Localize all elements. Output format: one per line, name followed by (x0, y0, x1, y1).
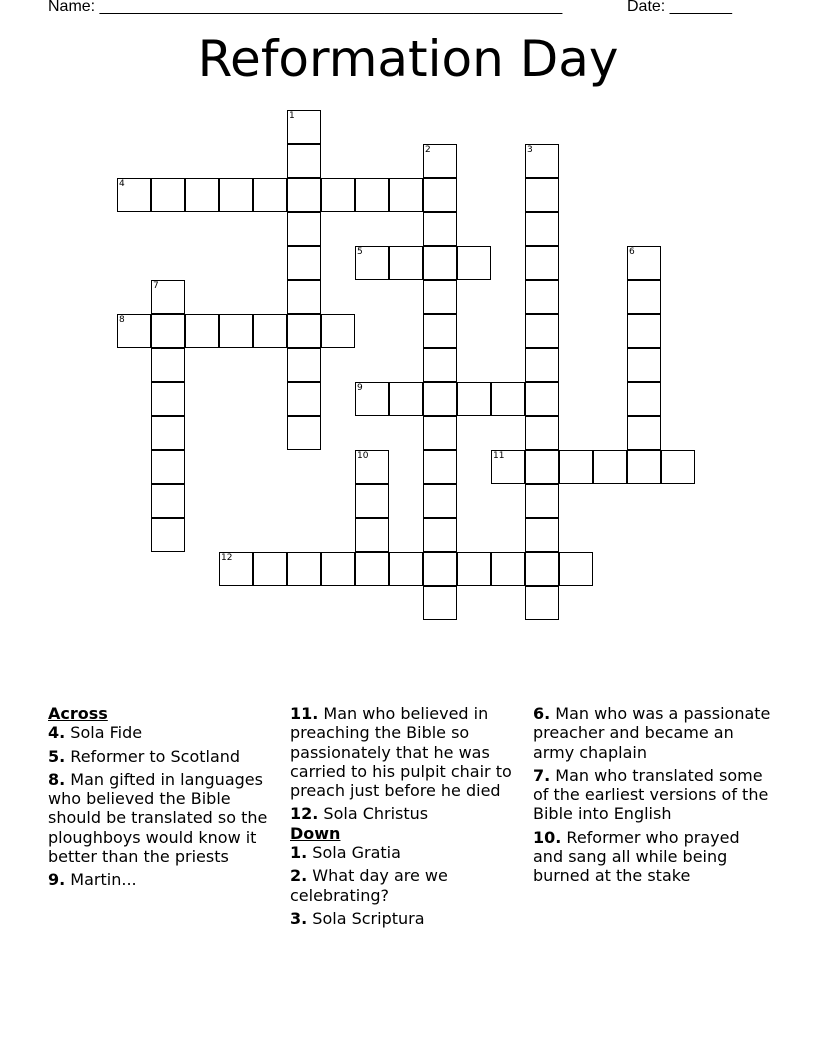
grid-cell[interactable] (491, 552, 525, 586)
grid-cell[interactable] (457, 246, 491, 280)
grid-cell[interactable] (423, 552, 457, 586)
clue-across-12: 12. Sola Christus (290, 804, 429, 824)
grid-cell[interactable] (457, 382, 491, 416)
page-title: Reformation Day (197, 30, 619, 88)
grid-cell[interactable] (151, 416, 185, 450)
clue-across-8: 8. Man gifted in languages who believed the Bible should be translated so the ploughboys would know it better than the priests (48, 769, 268, 867)
grid-cell[interactable] (525, 552, 559, 586)
clue-column-3 (533, 704, 773, 890)
clue-across-9: 9. Martin... (48, 870, 137, 890)
grid-cell[interactable] (525, 280, 559, 314)
grid-cell[interactable] (219, 314, 253, 348)
grid-cell[interactable] (287, 178, 321, 212)
grid-cell[interactable] (423, 144, 457, 178)
grid-cell[interactable] (491, 382, 525, 416)
grid-cell[interactable] (525, 518, 559, 552)
grid-cell[interactable] (151, 348, 185, 382)
grid-cell[interactable] (219, 178, 253, 212)
grid-cell[interactable] (355, 518, 389, 552)
clue-number: 5 (357, 247, 363, 257)
name-label: Name: (48, 0, 100, 15)
clue-across-11: 11. Man who believed in preaching the Bible so passionately that he was carried to his pulpit chair to preach just before he died (290, 704, 512, 801)
grid-cell[interactable] (185, 314, 219, 348)
grid-cell[interactable] (389, 246, 423, 280)
grid-cell[interactable] (253, 178, 287, 212)
grid-cell[interactable] (287, 314, 321, 348)
clue-down-2: 2. What day are we celebrating? (290, 866, 448, 905)
clue-number: 1 (289, 111, 295, 121)
across-heading: Across (48, 704, 108, 723)
grid-cell[interactable] (627, 382, 661, 416)
grid-cell[interactable] (287, 280, 321, 314)
grid-cell[interactable] (287, 144, 321, 178)
grid-cell[interactable] (355, 450, 389, 484)
clue-down-10: 10. Reformer who prayed and sang all while being burned at the stake (533, 827, 740, 886)
clue-number: 4 (119, 179, 125, 189)
grid-cell[interactable] (661, 450, 695, 484)
grid-cell[interactable] (355, 382, 389, 416)
grid-cell[interactable] (593, 450, 627, 484)
clue-across-5: 5. Reformer to Scotland (48, 746, 241, 766)
grid-cell[interactable] (355, 178, 389, 212)
grid-cell[interactable] (627, 416, 661, 450)
grid-cell[interactable] (321, 314, 355, 348)
clue-number: 8 (119, 315, 125, 325)
grid-cell[interactable] (389, 178, 423, 212)
grid-cell[interactable] (525, 212, 559, 246)
grid-cell[interactable] (559, 552, 593, 586)
grid-cell[interactable] (117, 178, 151, 212)
clue-down-3: 3. Sola Scriptura (290, 908, 425, 928)
grid-cell[interactable] (287, 212, 321, 246)
grid-cell[interactable] (151, 382, 185, 416)
grid-cell[interactable] (151, 518, 185, 552)
grid-cell[interactable] (525, 314, 559, 348)
grid-cell[interactable] (287, 246, 321, 280)
grid-cell[interactable] (287, 416, 321, 450)
grid-cell[interactable] (525, 416, 559, 450)
clue-number: 2 (425, 145, 431, 155)
grid-cell[interactable] (185, 178, 219, 212)
clue-across-4: 4. Sola Fide (48, 723, 143, 743)
grid-cell[interactable] (627, 246, 661, 280)
grid-cell[interactable] (423, 348, 457, 382)
grid-cell[interactable] (423, 382, 457, 416)
grid-cell[interactable] (525, 484, 559, 518)
date-label: Date: (627, 0, 670, 15)
grid-cell[interactable] (525, 144, 559, 178)
grid-cell[interactable] (287, 110, 321, 144)
clue-column-1 (48, 704, 284, 894)
grid-cell[interactable] (389, 382, 423, 416)
grid-cell[interactable] (151, 314, 185, 348)
grid-cell[interactable] (423, 280, 457, 314)
clue-number: 11 (493, 451, 505, 461)
grid-cell[interactable] (287, 552, 321, 586)
grid-cell[interactable] (219, 552, 253, 586)
clue-number: 9 (357, 383, 363, 393)
grid-cell[interactable] (423, 450, 457, 484)
grid-cell[interactable] (423, 518, 457, 552)
grid-cell[interactable] (627, 280, 661, 314)
clue-number: 7 (153, 281, 159, 291)
date-blank[interactable]: _______ (669, 0, 732, 15)
grid-cell[interactable] (253, 552, 287, 586)
clue-number: 6 (629, 247, 635, 257)
grid-cell[interactable] (423, 212, 457, 246)
grid-cell[interactable] (287, 348, 321, 382)
grid-cell[interactable] (151, 280, 185, 314)
grid-cell[interactable] (423, 484, 457, 518)
grid-cell[interactable] (355, 552, 389, 586)
grid-cell[interactable] (423, 586, 457, 620)
grid-cell[interactable] (321, 552, 355, 586)
clue-column-2 (290, 704, 526, 932)
grid-cell[interactable] (389, 552, 423, 586)
clue-down-6: 6. Man who was a passionate preacher and became an army chaplain (533, 704, 771, 762)
grid-cell[interactable] (423, 314, 457, 348)
clue-number: 12 (221, 553, 233, 563)
grid-cell[interactable] (423, 416, 457, 450)
grid-cell[interactable] (321, 178, 355, 212)
grid-cell[interactable] (253, 314, 287, 348)
clue-number: 3 (527, 145, 533, 155)
grid-cell[interactable] (627, 348, 661, 382)
down-heading: Down (290, 823, 341, 843)
grid-cell[interactable] (627, 314, 661, 348)
grid-cell[interactable] (355, 246, 389, 280)
grid-cell[interactable] (151, 484, 185, 518)
grid-cell[interactable] (457, 552, 491, 586)
grid-cell[interactable] (491, 450, 525, 484)
grid-cell[interactable] (117, 314, 151, 348)
grid-cell[interactable] (151, 178, 185, 212)
grid-cell[interactable] (287, 382, 321, 416)
grid-cell[interactable] (525, 382, 559, 416)
grid-cell[interactable] (525, 178, 559, 212)
grid-cell[interactable] (355, 484, 389, 518)
clue-down-7: 7. Man who translated some of the earliest versions of the Bible into English (533, 765, 769, 824)
grid-cell[interactable] (525, 586, 559, 620)
grid-cell[interactable] (151, 450, 185, 484)
grid-cell[interactable] (559, 450, 593, 484)
grid-cell[interactable] (423, 178, 457, 212)
clue-down-1: 1. Sola Gratia (290, 843, 401, 863)
grid-cell[interactable] (525, 246, 559, 280)
grid-cell[interactable] (525, 348, 559, 382)
name-blank[interactable]: ____________________________________________________ (99, 0, 563, 15)
clue-number: 10 (357, 451, 369, 461)
grid-cell[interactable] (525, 450, 559, 484)
grid-cell[interactable] (423, 246, 457, 280)
grid-cell[interactable] (627, 450, 661, 484)
